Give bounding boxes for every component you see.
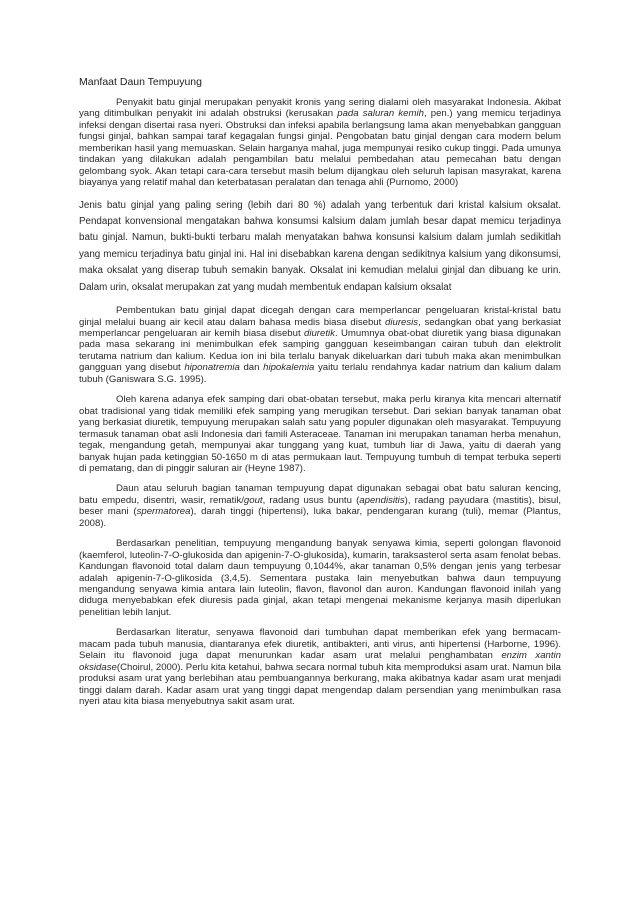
paragraph-3 <box>79 305 561 385</box>
paragraph-text: . Umumnya obat-obat diuretik yang biasa digunakan pada masa sekarang ini menimbulkan efek samping gangguan keseimbangan cairan tubuh dan elektrolit terutama natrium dan kalium. Kedua ion ini bila terlalu banyak dikeluarkan dari tubuh maka akan menimbulkan gangguan yang disebut <box>79 327 562 374</box>
italic-term: diuresis <box>385 316 419 328</box>
paragraph-text: ), radang payudara (mastitis), bisul, beser mani ( <box>79 494 561 518</box>
italic-term: enzim xantin oksidase <box>79 650 561 673</box>
italic-term: hipokalemia <box>263 362 315 374</box>
paragraph-text: dan <box>239 362 264 374</box>
paragraph-text: , pen.) yang memicu terjadinya infeksi dengan disertai rasa nyeri. Obstruksi dan infeksi apabila berlangsung lama akan menyebabkan gangguan fungsi ginjal, bahkan sampai taraf kegagalan fungsi ginjal. Pengobatan batu ginjal dengan cara modern belum memberikan hasil yang memuaskan. Selain harganya mahal, juga mempunyai resiko cukup tinggi. Pada umunya tindakan yang dilakukan adalah pengambilan batu melalui pembedahan atau pemecahan batu dengan gelombang syok. Akan tetapi cara-cara tersebut masih belum dijangkau oleh seluruh lapisan masyrakat, karena biayanya yang relatif mahal dan keterbatasan peralatan dan tenaga ahli (Purnomo, 2000) <box>79 108 561 189</box>
document-page <box>79 76 561 717</box>
italic-term: pada saluran kemih <box>337 108 424 120</box>
paragraph-text: (Choirul, 2000). Perlu kita ketahui, bahwa secara normal tubuh kita memproduksi asam urat. Namun bila produksi asam urat yang berlebihan atau pembuangannya berkurang, maka akibatnya kadar asam urat menjadi tinggi dalam darah. Kadar asam urat yang tinggi dapat mengendap dalam persendian yang menimbulkan rasa nyeri atau kita biasa menyebutnya sakit asam urat. <box>79 661 561 708</box>
italic-term: diuretik <box>304 327 335 339</box>
paragraph-text: Berdasarkan penelitian, tempuyung mengandung banyak senyawa kimia, seperti golongan flavonoid (kaemferol, luteolin-7-O-glukosida dan apigenin-7-O-glukosida), kumarin, taraksasterol serta asam fenolat bebas. Kandungan flavonoid total dalam daun tempuyung 0,1044%, akar tanaman 0,5% dengan jenis yang terbesar adalah apigenin-7-O-glikosida (3,4,5). Sementara pustaka lain menyebutkan bahwa daun tempuyung mengandung senyawa kimia antara lain luteolin, flavon, flavonol dan auron. Kandungan flavonoid inilah yang diduga menyebabkan efek diuresis pada ginjal, akan tetapi mengenai mekanisme kerjanya masih diperlukan penelitian lebih lanjut. <box>79 538 561 618</box>
paragraph-text: ), darah tinggi (hipertensi), luka bakar, pendengaran kurang (tuli), memar (Plantus, 2008). <box>79 506 561 529</box>
italic-term: hiponatremia <box>184 362 240 374</box>
paragraph-4 <box>79 394 561 474</box>
paragraph-text: Pembentukan batu ginjal dapat dicegah dengan cara memperlancar pengeluaran kristal-kristal batu ginjal melalui buang air kecil atau dalam bahasa medis biasa disebut <box>79 305 561 328</box>
paragraph-text: Jenis batu ginjal yang paling sering (lebih dari 80 %) adalah yang terbentuk dari kristal kalsium oksalat. Pendapat konvensional mengatakan bahwa konsumsi kalsium dalam jumlah besar dapat memicu terjadinya batu ginjal. Namun, bukti-bukti terbaru malah menyatakan bahwa konsunsi kalsium dalam jumlah sedikitlah yang memicu terjadinya batu ginjal ini. Hal ini disebabkan karena dengan sedikitnya kalsium yang dikonsumsi, maka oksalat yang diserap tubuh semakin banyak. Oksalat ini kemudian melalui ginjal dan dibuang ke urin. Dalam urin, oksalat merupakan zat yang mudah membentuk endapan kalsium oksalat <box>79 199 561 293</box>
paragraph-2 <box>79 198 561 296</box>
paragraph-text: Oleh karena adanya efek samping dari obat-obatan tersebut, maka perlu kiranya kita mencari alternatif obat tradisional yang tidak memiliki efek samping yang merugikan tersebut. Dari sekian banyak tanaman obat yang berkasiat diuretik, tempuyung merupakan salah satu yang populer digunakan oleh masyarakat. Tempuyung termasuk tanaman obat asli Indonesia dari famili Asteraceae. Tanaman ini merupakan tanaman herba menahun, tegak, mengandung getah, mempunyai akar tunggang yang kuat, tumbuh liar di Jawa, yaitu di daerah yang banyak hujan pada ketinggian 50-1650 m di atas permukaan laut. Tempuyung tumbuh di tempat terbuka seperti di pematang, dan di pinggir saluran air (Heyne 1987). <box>79 394 561 474</box>
paragraph-text: Penyakit batu ginjal merupakan penyakit kronis yang sering dialami oleh masyarakat Indonesia. Akibat yang ditimbulkan penyakit ini adalah obstruksi (kerusakan <box>79 97 561 120</box>
document-body <box>79 97 561 708</box>
italic-term: apendisitis <box>359 494 405 506</box>
paragraph-text: Daun atau seluruh bagian tanaman tempuyung dapat digunakan sebagai obat batu saluran kencing, batu empedu, disentri, wasir, rematik/ <box>79 483 561 506</box>
paragraph-6 <box>79 538 561 618</box>
paragraph-text: Berdasarkan literatur, senyawa flavonoid dari tumbuhan dapat memberikan efek yang bermacam-macam pada tubuh manusia, diantaranya efek diuretik, antibakteri, anti virus, anti hipertensi (Harborne, 1996). Selain itu flavonoid juga dapat menurunkan kadar asam urat melalui penghambatan <box>79 627 561 662</box>
paragraph-7 <box>79 627 561 707</box>
document-title: Manfaat Daun Tempuyung <box>79 76 202 88</box>
paragraph-text: yaitu terlalu rendahnya kadar natrium dan kalium dalam tubuh (Ganiswara S.G. 1995). <box>79 362 561 385</box>
italic-term: gout <box>243 494 263 506</box>
paragraph-5 <box>79 483 561 529</box>
paragraph-text: , radang usus buntu ( <box>262 494 360 506</box>
paragraph-text: , sedangkan obat yang berkasiat memperlancar pengeluaran air kemih biasa disebut <box>79 316 561 339</box>
paragraph-1 <box>79 97 561 189</box>
italic-term: spermatorea <box>136 506 191 518</box>
